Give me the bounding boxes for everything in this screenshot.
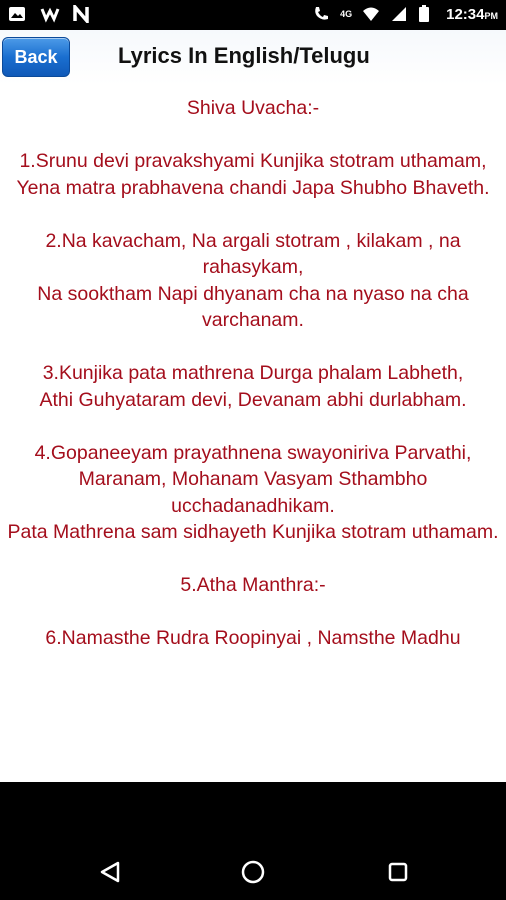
clock-time: 12:34 (446, 5, 485, 23)
back-button[interactable]: Back (2, 37, 70, 77)
page-title: Lyrics In English/Telugu (118, 43, 370, 68)
navigation-bar (0, 782, 506, 900)
verse-line: Yena matra prabhavena chandi Japa Shubho Bhaveth. (16, 176, 490, 199)
home-circle-icon[interactable] (233, 852, 273, 892)
lyrics-text (0, 85, 506, 652)
verse-line: Pata Mathrena sam sidhayeth Kunjika stotram uthamam. (7, 521, 499, 543)
verse-1 (6, 148, 500, 201)
verse-6 (6, 625, 500, 652)
lyrics-heading: Shiva Uvacha:- (186, 97, 320, 119)
bag-icon (40, 5, 58, 23)
phone-icon (312, 5, 330, 23)
verse-3 (6, 360, 500, 413)
verse-line: 4.Gopaneeyam prayathnena swayoniriva Parvathi, (34, 441, 472, 464)
verse-5 (6, 572, 500, 599)
clock-suffix: PM (484, 10, 498, 21)
title-bar (0, 30, 506, 85)
verse-line: 6.Namasthe Rudra Roopinyai , Namsthe Madhu (45, 627, 461, 649)
verse-line: Maranam, Mohanam Vasyam Sthambho ucchadanadhikam. (78, 468, 428, 517)
n-icon (72, 5, 90, 23)
verse-line: 5.Atha Manthra:- (180, 574, 326, 596)
verse-4 (6, 440, 500, 546)
verse-line: 3.Kunjika pata mathrena Durga phalam Labheth, (42, 362, 464, 384)
verse-line: Athi Guhyataram devi, Devanam abhi durlabham. (39, 388, 467, 411)
lyrics-scroll-view[interactable] (0, 85, 506, 782)
clock (446, 6, 498, 23)
verse-line: 2.Na kavacham, Na argali stotram , kilakam , na rahasykam, (45, 229, 461, 278)
status-bar (0, 0, 506, 30)
verse-line: Na sooktham Napi dhyanam cha na nyaso na cha varchanam. (37, 282, 469, 331)
network-label: 4G (340, 9, 353, 19)
battery-icon (418, 5, 436, 23)
signal-icon (390, 5, 408, 23)
verse-line: 1.Srunu devi pravakshyami Kunjika stotram uthamam, (19, 150, 487, 172)
verse-2 (6, 228, 500, 334)
image-icon (8, 5, 26, 23)
wifi-icon (362, 5, 380, 23)
back-triangle-icon[interactable] (90, 852, 130, 892)
recents-square-icon[interactable] (378, 852, 418, 892)
